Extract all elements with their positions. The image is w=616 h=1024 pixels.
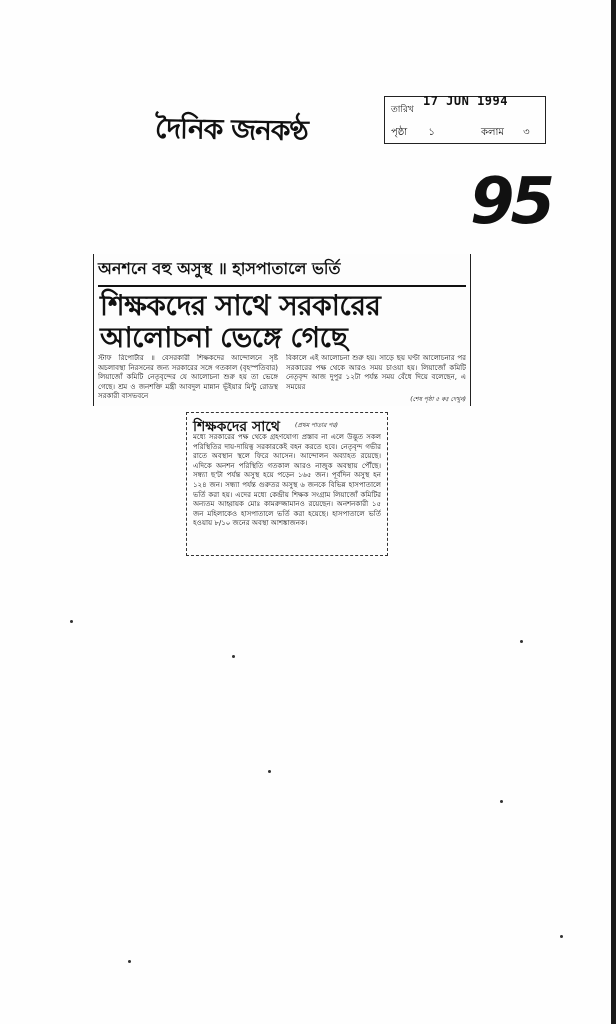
column-value: ৩ [523, 127, 530, 138]
continuation-clipping [186, 412, 388, 556]
scan-edge [611, 0, 616, 1024]
scan-speck [128, 960, 131, 963]
date-stamp [384, 96, 546, 144]
headline-line-2: আলোচনা ভেঙ্গে গেছে [100, 321, 348, 354]
scan-speck [500, 800, 503, 803]
scan-speck [232, 655, 235, 658]
handwritten-number: 95 [470, 165, 552, 239]
article-kicker: অনশনে বহু অসুস্থ ॥ হাসপাতালে ভর্তি [98, 256, 466, 287]
article-column-right: বিকালে এই আলোচনা শুরু হয়। সাড়ে ছয় ঘণ্টা আলোচনার পর সরকারের পক্ষ থেকে আরও সময় চাওয়া হয়। লিয়াজোঁ কমিটি নেতৃবৃন্দ আজ দুপুর ১২টা পর্যন্ত সময় বেঁধে দিয়ে বলেছেন, এ সময়ের [286, 354, 466, 391]
scan-speck [268, 770, 271, 773]
page-value: ১ [428, 127, 435, 138]
scan-speck [520, 640, 523, 643]
continuation-body: মধ্যে সরকারের পক্ষ থেকে গ্রহণযোগ্য প্রস্তাব না এলে উদ্ভূত সকল পরিস্থিতির দায়-দায়িত্ব সরকারকেই বহন করতে হবে। নেতৃবৃন্দ গভীর রাতে অবস্থান স্থলে ফিরে আসেন। আন্দোলন অব্যাহত রয়েছে। এদিকে অনশন পরিস্থিতি গতকাল আরও নাজুক অবস্থায় পৌঁছে। সন্ধ্যা ছ'টা পর্যন্ত অসুস্থ হয়ে পড়েন ১৬৫ জন। পূর্বদিন অসুস্থ হন ১২৪ জন। সন্ধ্যা পর্যন্ত গুরুতর অসুস্থ ৬ জনকে বিভিন্ন হাসপাতালে ভর্তি করা হয়। এদের মধ্যে কেন্দ্রীয় শিক্ষক সংগ্রাম লিয়াজোঁ কমিটির অন্যতম আহ্বায়ক মোঃ কামরুজ্জামানও রয়েছেন। অনশনকারী ১৫ জন মহিলাকেও হাসপাতালে ভর্তি করা হয়েছে। হাসপাতালে ভর্তি হওয়ায় ৮/১০ জনের অবস্থা আশঙ্কাজনক। [193, 433, 381, 528]
continuation-title: শিক্ষকদের সাথে [193, 419, 280, 435]
article-clipping [93, 254, 471, 406]
article-column-left: স্টাফ রিপোর্টার ॥ বেসরকারী শিক্ষকদের আন্দোলনে সৃষ্ট অচলাবস্থা নিরসনের জন্য সরকারের সঙ্গে গতকাল (বৃহস্পতিবার) লিয়াজোঁ কমিটি নেতৃবৃন্দের যে আলোচনা শুরু হয় তা ভেঙ্গে গেছে। শ্রম ও জনশক্তি মন্ত্রী আবদুল মান্নান ভূঁইয়ার মিন্টু রোডস্থ সরকারী বাসভবনে [98, 354, 278, 400]
headline-line-1: শিক্ষকদের সাথে সরকারের [100, 289, 381, 322]
stamp-date: 17 JUN 1994 [423, 94, 508, 108]
scan-speck [70, 620, 73, 623]
stamp-column [481, 125, 530, 142]
scan-speck [560, 935, 563, 938]
stamp-page [391, 125, 435, 142]
newspaper-masthead: দৈনিক জনকণ্ঠ [154, 111, 309, 148]
date-label: তারিখ [391, 105, 414, 115]
continued-note: (শেষ পৃষ্ঠা ৫ কঃ দেখুন) [410, 396, 466, 403]
continuation-tag: (প্রথম পাতার পর) [295, 422, 338, 429]
column-label: কলাম [481, 127, 504, 138]
page-label: পৃষ্ঠা [391, 127, 408, 138]
